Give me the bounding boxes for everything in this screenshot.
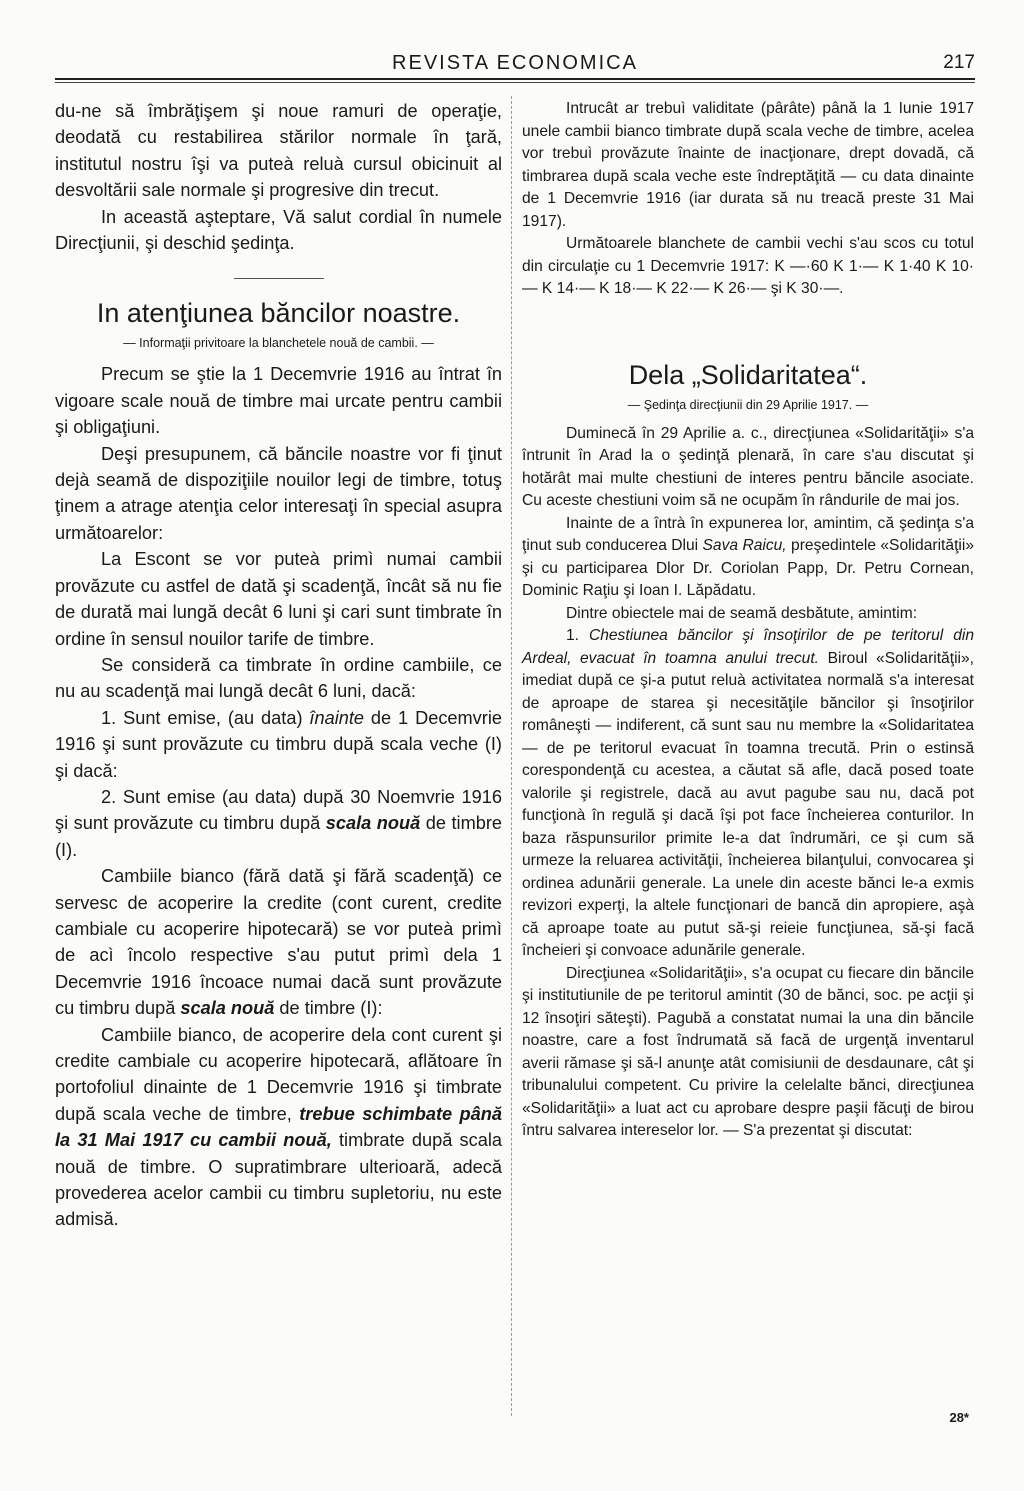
paragraph: In această aşteptare, Vă salut cordial în numele Direcţiunii, şi deschid şedinţa. — [55, 206, 502, 254]
text-run: Cambiile bianco (fără dată şi fără scadenţă) ce servesc de acoperire la credite (cont curent, credite cambiale cu acoperire hipotecară) se vor puteà primì de acì încolo respective s'au putut primì dela 1 Decemvrie 1916 încoace numai dacă sunt provăzute cu timbru după — [55, 866, 502, 1019]
list-item — [55, 784, 502, 863]
italic-run: scala nouă — [180, 998, 275, 1019]
page-number: 217 — [943, 52, 975, 73]
text-run: de timbre (I). — [55, 813, 503, 860]
text-run: Inainte de a întrà în expunerea lor, amintim, că şedinţa s'a ţinut sub conducerea Dlui — [522, 514, 974, 554]
paragraph: La Escont se vor puteà primì numai cambii provăzute cu astfel de dată şi scadenţă, încât să nu fie de durată mai lungă decât 6 luni şi cari sunt timbrate în ordine în sensul nouilor tarife de timbre. — [55, 549, 502, 649]
paragraph: Se consideră ca timbrate în ordine cambiile, ce nu au scadenţă mai lungă decât 6 luni, dacă: — [55, 654, 502, 702]
text-run: timbrate după scala nouă de timbre. O supratimbrare ulterioară, adecă provederea acelor cambii cu timbru supletoriu, nu este admisă. — [55, 1130, 503, 1230]
section-title: Dela „Solidaritatea“. — [628, 359, 868, 390]
italic-run: scala nouă — [325, 813, 421, 834]
text-run: de 1 Decemvrie 1916 şi sunt provăzute cu timbru după scala veche (I) şi dacă: — [55, 707, 502, 781]
paragraph: Precum se ştie la 1 Decemvrie 1916 au întrat în vigoare scale nouă de timbre mai urcate pentru cambii şi obligaţiuni. — [55, 364, 502, 438]
page-header — [55, 44, 975, 80]
paragraph: Intrucât ar trebuì validitate (pârâte) până la 1 Iunie 1917 unele cambii bianco timbrate după scala veche de timbre, acelea vor trebuì provăzute înainte de inacţionare, drept dovadă, că timbrarea după scala veche este îndreptăţită — cu data dinainte de 1 Decemvrie 1916 (iar durata să nu treacă preste 31 Mai 1917). — [522, 100, 974, 230]
journal-title: REVISTA ECONOMICA — [392, 52, 638, 74]
signature-mark: 28* — [949, 1410, 969, 1425]
left-column — [55, 98, 502, 1233]
paragraph: Duminecă în 29 Aprilie a. c., direcţiunea «Solidarităţii» s'a întrunit în Arad la o şedinţă plenară, în care s'au discutat şi hotărât mai multe chestiuni de interes pentru băncile asociate. Cu aceste chestiuni voim să ne ocupăm în rândurile de mai jos. — [522, 424, 974, 509]
italic-run: înainte — [309, 707, 365, 728]
right-column — [522, 98, 974, 1143]
column-divider — [511, 96, 512, 1416]
text-run: Biroul «Solidarităţii», imediat după ce şi-a putut reluà activitatea normală s'a interesat de aproape de starea şi necesităţile băncilor şi însoţirilor româneşti — indiferent, că sunt sau nu membre la «Solidaritatea — de pe teritorul evacuat în toamna trecută. Prin o estinsă corespondenţă cu acestea, a căutat să afle, dacă posed toate valorile şi registrele, dacă au avut pagube sau nu, dacă pot funcţionà în regulă şi dacă îşi pot face încheierea conturilor. In baza răspunsurilor primite le-a dat îndrumări, ce şi cum să urmeze la reluarea activităţii, încheierea bilanţului, convocarea şi ordinea adunării generale. La unele din aceste bănci le-a exmis revizori experţi, la altele funcţionari de bancă din apropiere, aşà că aproape toate au putut să-şi reieie funcţiunea, să-şi facă încheieri şi convoace adunările generale. — [522, 649, 974, 959]
paragraph: Dintre obiectele mai de seamă desbătute, amintim: — [566, 604, 918, 622]
section-subtitle: — Informaţii privitoare la blanchetele nouă de cambii. — — [123, 336, 434, 351]
text-run: 1. — [566, 627, 589, 644]
list-item — [522, 625, 974, 963]
italic-run: Sava Raicu, — [702, 537, 787, 554]
paragraph — [522, 513, 974, 603]
paragraph: Direcţiunea «Solidarităţii», s'a ocupat cu fiecare din băncile şi institutiunile de pe teritorul amintit (30 de bănci, soc. pe acţii şi 12 însoţiri săteşti). Pagubă a constatat numai la una din băncile noastre, care a fost îndrumată să facă de urgenţă inventarul averii rămase şi să-l anunţe atât comisiunii de desdaunare, cât şi tribunalului competent. Cu privire la celelalte bănci, direcţiunea «Solidarităţii» a luat act cu aprobare despre paşii făcuţi de birou întru salvarea intereselor lor. — S'a prezentat şi discutat: — [522, 964, 974, 1139]
text-run: Cambiile bianco, de acoperire dela cont curent şi credite cambiale cu acoperire hipotecară, aflătoare în portofoliul dinainte de 1 Decemvrie 1916 şi timbrate după scala veche de timbre, — [55, 1024, 502, 1124]
paragraph: Deşi presupunem, că băncile noastre vor fi ţinut dejà seamă de dispoziţiile nouilor legi de timbre, totuş ţinem a atrage atenţia celor interesaţi în special asupra următoarelor: — [55, 443, 502, 543]
paragraph — [55, 1022, 502, 1233]
paragraph — [55, 863, 502, 1021]
italic-run: Chestiunea băncilor şi însoţirilor de pe teritorul din Ardeal, evacuat în toamna anului trecut. — [522, 627, 975, 667]
text-run: 2. Sunt emise (au data) după 30 Noemvrie 1916 şi sunt provăzute cu timbru după — [55, 786, 502, 834]
text-run: preşedintele «Solidarităţii» şi cu participarea Dlor Dr. Coriolan Papp, Dr. Petru Cornean, Dominic Raţiu şi Ioan I. Lăpădatu. — [522, 537, 974, 599]
section-title: In atenţiunea băncilor noastre. — [96, 298, 461, 329]
section-subtitle: — Şedinţa direcţiunii din 29 Aprilie 1917. — — [627, 397, 869, 412]
list-item — [55, 705, 502, 784]
bold-italic-run: trebue schimbate până la 31 Mai 1917 cu cambii nouă, — [55, 1103, 502, 1151]
header-rule — [55, 78, 975, 80]
text-run: de timbre (I): — [274, 998, 383, 1019]
text-run: 1. Sunt emise, (au data) — [101, 707, 310, 728]
paragraph: Următoarele blanchete de cambii vechi s'au scos cu totul din circulaţie cu 1 Decemvrie 1917: K —·60 K 1·— K 1·40 K 10·— K 14·— K 18·— K 22·— K 26·— şi K 30·—. — [522, 235, 974, 297]
paragraph: du-ne să îmbrăţişem şi noue ramuri de operaţie, deodată cu restabilirea stărilor normale în ţară, institutul nostru îşi va puteà reluà cursul obicinuit al desvoltării sale normale şi progresive din trecut. — [55, 101, 502, 201]
header-rule-thin — [55, 82, 975, 83]
section-separator — [234, 278, 324, 279]
